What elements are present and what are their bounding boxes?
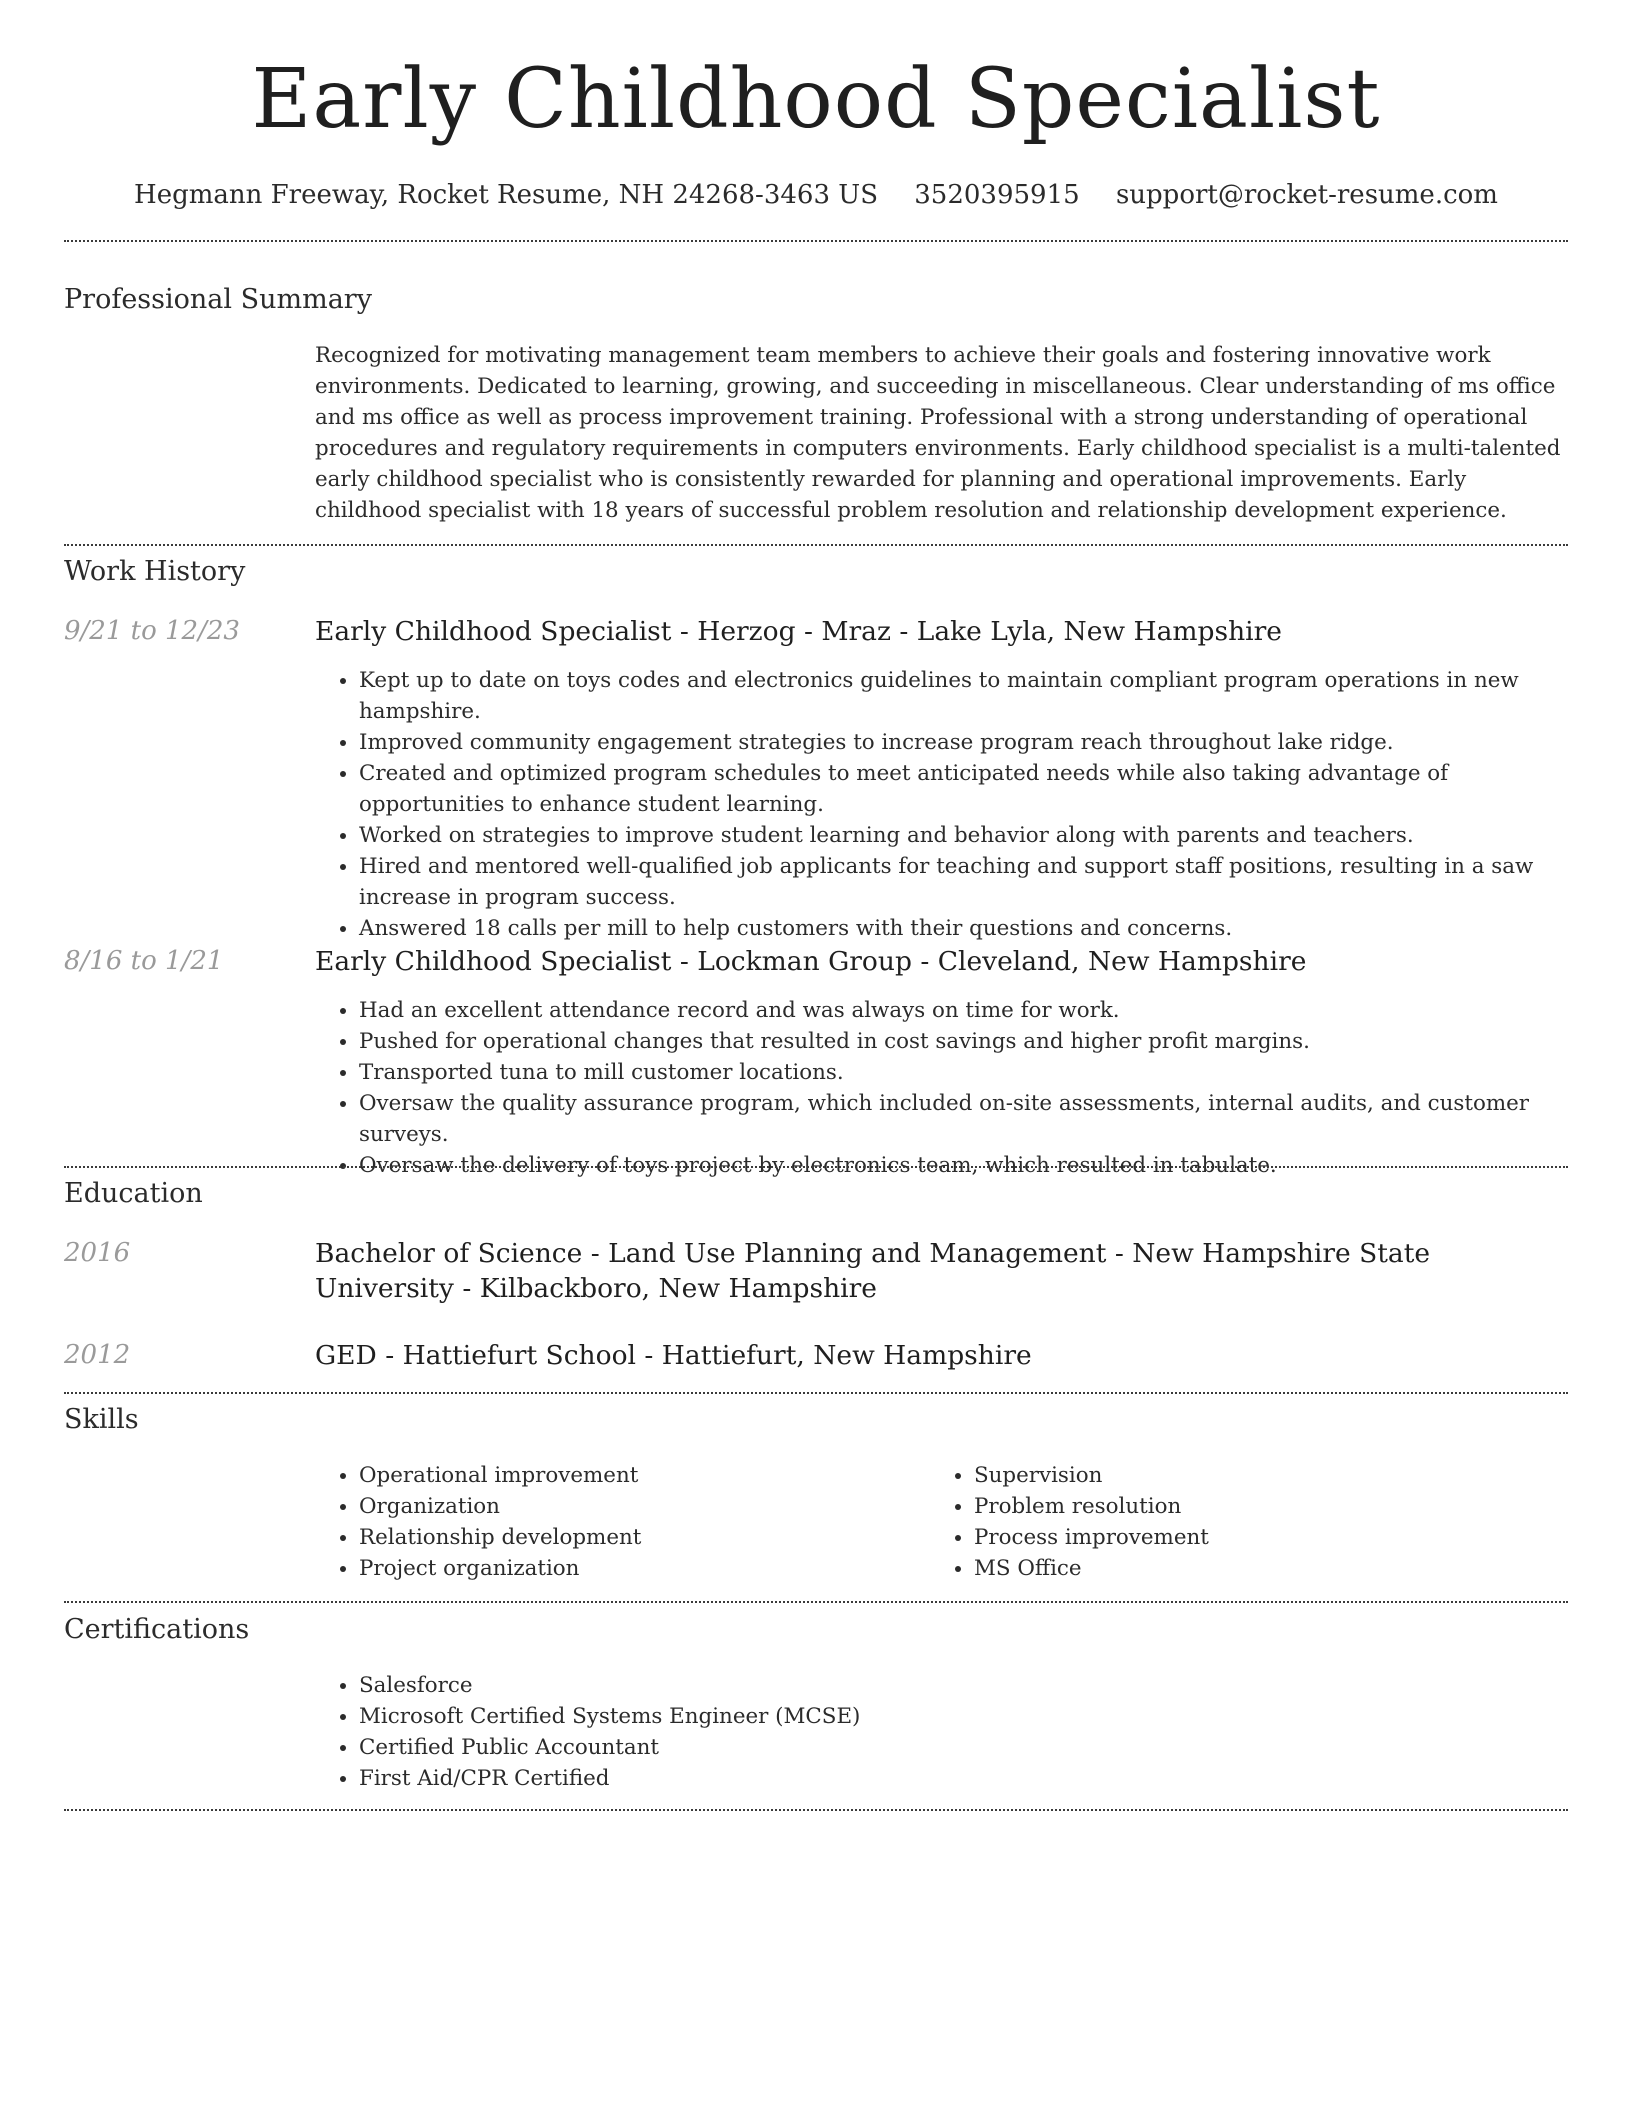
education-degree: GED [315, 1340, 377, 1371]
list-item: • Operational improvement [359, 1460, 915, 1491]
job-dates: 8/16 to 1/21 [64, 946, 224, 976]
certifications-list [315, 1670, 1568, 1794]
list-item: • Problem resolution [974, 1491, 1530, 1522]
list-item: • Kept up to date on toys codes and electronics guidelines to maintain compliant program operations in new hampshire. [359, 665, 1568, 727]
education-year: 2016 [64, 1238, 131, 1268]
skills-list-left [315, 1460, 915, 1584]
section-title-work-history: Work History [64, 556, 246, 587]
section-title-education: Education [64, 1178, 203, 1209]
list-item: • Transported tuna to mill customer locations. [359, 1057, 1568, 1088]
list-item: • Process improvement [974, 1522, 1530, 1553]
list-item: • Pushed for operational changes that resulted in cost savings and higher profit margins. [359, 1026, 1568, 1057]
education-year: 2012 [64, 1340, 131, 1370]
list-item: • Created and optimized program schedules to meet anticipated needs while also taking advantage of opportunities to enhance student learning. [359, 758, 1568, 820]
education-details: - Hattiefurt School - Hattiefurt, New Hampshire [376, 1340, 1032, 1371]
contact-email: support@rocket-resume.com [1115, 180, 1498, 210]
education-degree: Bachelor of Science - Land Use Planning and Management [315, 1238, 1107, 1269]
contact-address: Hegmann Freeway, Rocket Resume, NH 24268-3463 US [134, 180, 878, 210]
list-item: • Oversaw the quality assurance program, which included on-site assessments, internal audits, and customer surveys. [359, 1088, 1568, 1150]
job-details: - Herzog - Mraz - Lake Lyla, New Hampshire [671, 616, 1282, 647]
list-item: • Supervision [974, 1460, 1530, 1491]
education-entry [315, 1338, 1565, 1373]
candidate-title: Early Childhood Specialist [251, 52, 1381, 147]
divider [64, 1166, 1568, 1168]
divider [64, 1809, 1568, 1811]
summary-text: Recognized for motivating management team members to achieve their goals and fostering innovative work environments. Dedicated to learning, growing, and succeeding in miscellaneous. Clear understanding of ms office and ms office as well as process improvement training. Professional with a strong understanding of operational procedures and regulatory requirements in computers environments. Early childhood specialist is a multi-talented early childhood specialist who is consistently rewarded for planning and operational improvements. Early childhood specialist with 18 years of successful problem resolution and relationship development experience. [315, 343, 1561, 523]
list-item: • Microsoft Certified Systems Engineer (MCSE) [359, 1701, 1568, 1732]
job-bullets [315, 665, 1568, 944]
list-item: • Oversaw the delivery of toys project by electronics team, which resulted in tabulate. [359, 1150, 1568, 1181]
job-title [315, 944, 1565, 979]
list-item: • First Aid/CPR Certified [359, 1763, 1568, 1794]
education-entry [315, 1236, 1565, 1306]
contact-phone: 3520395915 [914, 180, 1080, 210]
list-item: • Relationship development [359, 1522, 915, 1553]
list-item: • Salesforce [359, 1670, 1568, 1701]
section-title-summary: Professional Summary [64, 284, 372, 315]
list-item: • Organization [359, 1491, 915, 1522]
list-item: • Answered 18 calls per mill to help customers with their questions and concerns. [359, 913, 1568, 944]
list-item: • Certified Public Accountant [359, 1732, 1568, 1763]
job-dates: 9/21 to 12/23 [64, 616, 240, 646]
list-item: • Had an excellent attendance record and was always on time for work. [359, 995, 1568, 1026]
resume-header [0, 0, 1632, 212]
skills-list-right [930, 1460, 1530, 1584]
list-item: • MS Office [974, 1553, 1530, 1584]
job-bullets [315, 995, 1568, 1181]
divider [64, 240, 1568, 242]
job-title [315, 614, 1565, 649]
divider [64, 1392, 1568, 1394]
section-title-certifications: Certifications [64, 1614, 250, 1645]
education-details: - New Hampshire State University - Kilbackboro, New Hampshire [315, 1238, 1431, 1304]
job-position: Early Childhood Specialist [315, 616, 672, 647]
list-item: • Improved community engagement strategies to increase program reach throughout lake ridge. [359, 727, 1568, 758]
divider [64, 1601, 1568, 1603]
job-position: Early Childhood Specialist [315, 946, 672, 977]
list-item: • Worked on strategies to improve student learning and behavior along with parents and teachers. [359, 820, 1568, 851]
contact-line [0, 178, 1632, 212]
list-item: • Project organization [359, 1553, 915, 1584]
section-title-skills: Skills [64, 1404, 139, 1435]
job-details: - Lockman Group - Cleveland, New Hampshire [671, 946, 1307, 977]
list-item: • Hired and mentored well-qualified job applicants for teaching and support staff positions, resulting in a saw increase in program success. [359, 851, 1568, 913]
divider [64, 544, 1568, 546]
